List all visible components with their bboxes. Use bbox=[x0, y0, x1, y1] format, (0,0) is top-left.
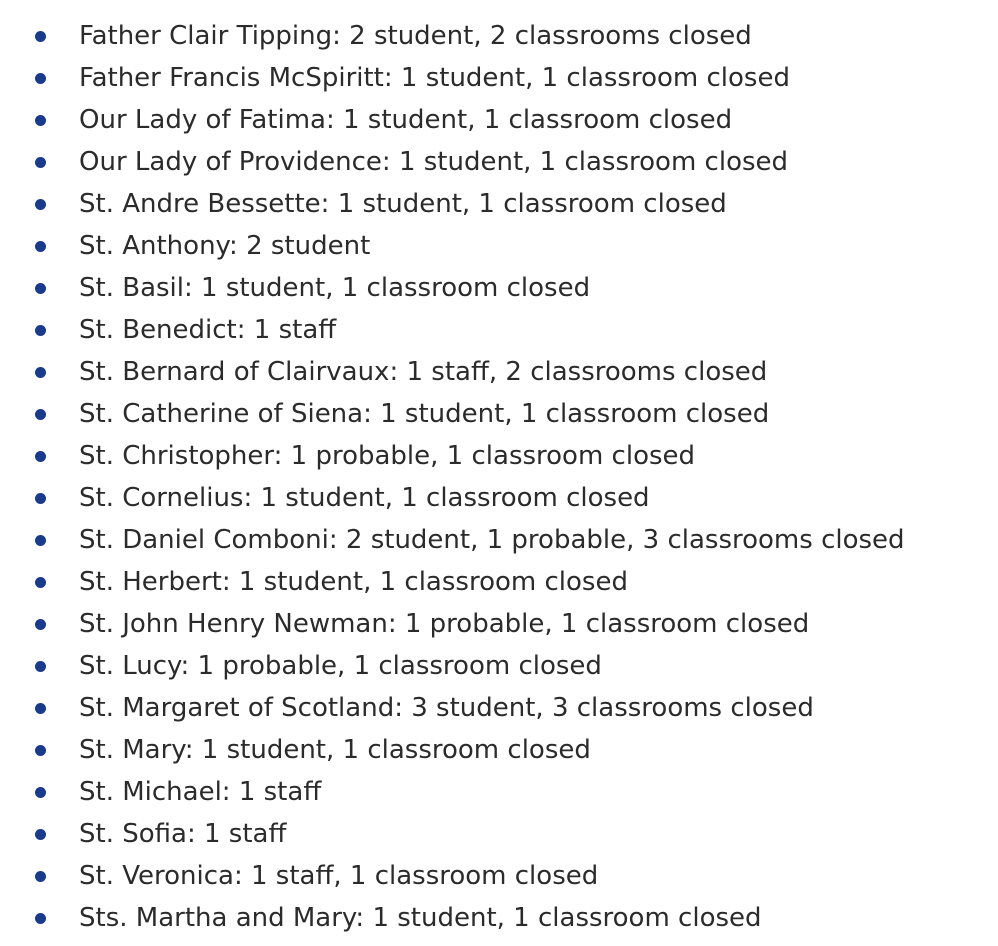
list-item bbox=[0, 141, 998, 183]
list-item bbox=[0, 603, 998, 645]
bullet-icon bbox=[35, 661, 46, 672]
list-item bbox=[0, 393, 998, 435]
bullet-icon bbox=[35, 241, 46, 252]
list-item-text: St. Benedict: 1 staff bbox=[79, 315, 337, 345]
list-item-text: St. Lucy: 1 probable, 1 classroom closed bbox=[79, 651, 602, 681]
list-item-text: St. Sofia: 1 staff bbox=[79, 819, 287, 849]
bullet-icon bbox=[35, 367, 46, 378]
list-item bbox=[0, 225, 998, 267]
bullet-icon bbox=[35, 745, 46, 756]
list-item bbox=[0, 477, 998, 519]
bullet-icon bbox=[35, 913, 46, 924]
list-item-text: Our Lady of Fatima: 1 student, 1 classroom closed bbox=[79, 105, 733, 135]
bullet-icon bbox=[35, 577, 46, 588]
list-item bbox=[0, 267, 998, 309]
list-item bbox=[0, 15, 998, 57]
list-item bbox=[0, 771, 998, 813]
list-item-text: St. John Henry Newman: 1 probable, 1 classroom closed bbox=[79, 609, 810, 639]
bullet-icon bbox=[35, 73, 46, 84]
bullet-icon bbox=[35, 829, 46, 840]
list-item bbox=[0, 897, 998, 939]
list-item bbox=[0, 813, 998, 855]
bullet-icon bbox=[35, 787, 46, 798]
bullet-icon bbox=[35, 325, 46, 336]
list-item bbox=[0, 57, 998, 99]
bullet-icon bbox=[35, 31, 46, 42]
bullet-icon bbox=[35, 451, 46, 462]
list-item-text: St. Veronica: 1 staff, 1 classroom closed bbox=[79, 861, 599, 891]
list-item bbox=[0, 309, 998, 351]
bullet-icon bbox=[35, 157, 46, 168]
list-item-text: Father Clair Tipping: 2 student, 2 classrooms closed bbox=[79, 21, 752, 51]
list-item bbox=[0, 435, 998, 477]
list-item-text: St. Catherine of Siena: 1 student, 1 classroom closed bbox=[79, 399, 770, 429]
list-item bbox=[0, 729, 998, 771]
list-item-text: St. Bernard of Clairvaux: 1 staff, 2 classrooms closed bbox=[79, 357, 768, 387]
list-item-text: St. Michael: 1 staff bbox=[79, 777, 322, 807]
bullet-icon bbox=[35, 409, 46, 420]
list-item bbox=[0, 183, 998, 225]
list-item-text: St. Cornelius: 1 student, 1 classroom closed bbox=[79, 483, 650, 513]
list-item-text: St. Christopher: 1 probable, 1 classroom closed bbox=[79, 441, 696, 471]
list-item-text: Our Lady of Providence: 1 student, 1 classroom closed bbox=[79, 147, 789, 177]
bullet-icon bbox=[35, 199, 46, 210]
bullet-icon bbox=[35, 535, 46, 546]
list-item bbox=[0, 855, 998, 897]
list-item-text: Sts. Martha and Mary: 1 student, 1 classroom closed bbox=[79, 903, 762, 933]
list-item-text: St. Andre Bessette: 1 student, 1 classroom closed bbox=[79, 189, 727, 219]
school-case-list bbox=[0, 15, 998, 939]
list-item bbox=[0, 99, 998, 141]
list-item-text: St. Daniel Comboni: 2 student, 1 probable, 3 classrooms closed bbox=[79, 525, 905, 555]
list-item-text: Father Francis McSpiritt: 1 student, 1 classroom closed bbox=[79, 63, 790, 93]
list-item bbox=[0, 687, 998, 729]
bullet-icon bbox=[35, 115, 46, 126]
list-item bbox=[0, 645, 998, 687]
list-item bbox=[0, 351, 998, 393]
bullet-icon bbox=[35, 871, 46, 882]
list-item-text: St. Basil: 1 student, 1 classroom closed bbox=[79, 273, 591, 303]
bullet-icon bbox=[35, 619, 46, 630]
list-item-text: St. Mary: 1 student, 1 classroom closed bbox=[79, 735, 591, 765]
list-item bbox=[0, 519, 998, 561]
list-item-text: St. Margaret of Scotland: 3 student, 3 classrooms closed bbox=[79, 693, 814, 723]
list-item bbox=[0, 561, 998, 603]
bullet-icon bbox=[35, 283, 46, 294]
bullet-icon bbox=[35, 493, 46, 504]
bullet-icon bbox=[35, 703, 46, 714]
list-item-text: St. Herbert: 1 student, 1 classroom closed bbox=[79, 567, 628, 597]
list-item-text: St. Anthony: 2 student bbox=[79, 231, 371, 261]
